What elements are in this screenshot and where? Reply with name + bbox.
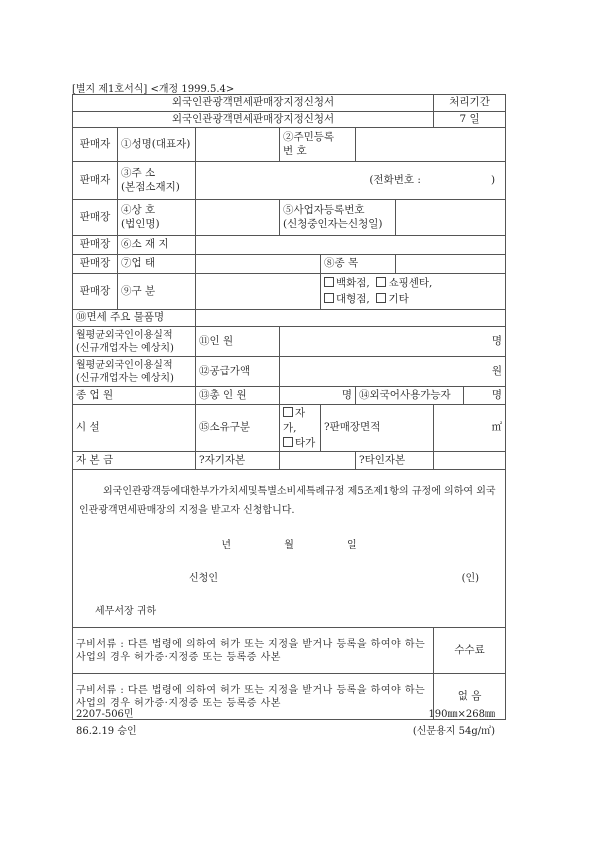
row-side-label: 판매장	[73, 200, 118, 236]
visitor-count-field[interactable]: 명	[280, 327, 506, 357]
row-side-label: 판매장	[73, 274, 118, 310]
foreign-language-label: ⑭외국어사용가능자	[356, 387, 464, 405]
main-items-label: ⑩면세 주요 물품명	[73, 310, 196, 327]
capital-label: 자 본 금	[73, 452, 196, 470]
own-capital-field[interactable]	[280, 452, 356, 470]
monthly-foreign-usage-label: 월평균외국인이용실적 (신규개업자는 예상치)	[73, 357, 196, 387]
total-employees-label: ⑬총 인 원	[196, 387, 280, 405]
footer-approval: 86.2.19 승인	[76, 726, 137, 737]
other-capital-label: ?타인자본	[356, 452, 434, 470]
location-field[interactable]	[196, 236, 506, 255]
processing-period-value: 7 일	[434, 111, 506, 128]
ownership-label: ⑮소유구분	[196, 405, 280, 452]
business-type-label: ⑦업 태	[118, 255, 196, 274]
application-form-table	[72, 94, 506, 720]
applicant-label: 신청인	[189, 573, 218, 585]
row-side-label: 판매자	[73, 162, 118, 200]
facility-label: 시 설	[73, 405, 196, 452]
monthly-foreign-usage-label: 월평균외국인이용실적 (신규개업자는 예상치)	[73, 327, 196, 357]
row-side-label: 판매자	[73, 128, 118, 162]
store-area-label: ?판매장면적	[321, 405, 434, 452]
form-title: 외국인관광객면세판매장지정신청서	[73, 95, 434, 112]
representative-name-label: ①성명(대표자)	[118, 128, 196, 162]
supply-value-field[interactable]: 원	[280, 357, 506, 387]
form-number: [별지 제1호서식] <개정 1999.5.4>	[72, 84, 235, 95]
required-documents-2: 구비서류 : 다른 법령에 의하여 허가 또는 지정을 받거나 등록을 하여야 하는 사업의 경우 허가증·지정증 또는 등록증 사본	[73, 674, 434, 720]
processing-period-label: 처리기간	[434, 95, 506, 112]
fee-value: 없 음	[434, 674, 506, 720]
company-name-field[interactable]	[196, 200, 280, 236]
checkbox-department-store[interactable]	[324, 277, 334, 287]
seal-mark[interactable]: (인)	[461, 573, 480, 585]
footer-code: 2207-506민	[76, 709, 134, 720]
required-documents-1: 구비서류 : 다른 법령에 의하여 허가 또는 지정을 받거나 등록을 하여야 하는 사업의 경우 허가증·지정증 또는 등록증 사본	[73, 628, 434, 674]
row-side-label: 판매장	[73, 236, 118, 255]
footer-paper: (신문용지 54g/㎡)	[412, 726, 495, 737]
option-department-store: 백화점,	[336, 277, 370, 290]
employees-label: 종 업 원	[73, 387, 196, 405]
checkbox-large-store[interactable]	[324, 293, 334, 303]
business-reg-label: ⑤사업자등록번호 (신청중인자는신청일)	[280, 200, 396, 236]
business-item-label: ⑧종 목	[321, 255, 396, 274]
visitor-count-label: ⑪인 원	[196, 327, 280, 357]
resident-number-label: ②주민등록 번 호	[280, 128, 356, 162]
total-employees-field[interactable]: 명	[280, 387, 356, 405]
own-capital-label: ?자기자본	[196, 452, 280, 470]
checkbox-owned[interactable]	[283, 407, 293, 417]
form-title-2: 외국인관광객면세판매장지정신청서	[73, 111, 434, 128]
business-item-field[interactable]	[396, 255, 506, 274]
store-category-label: ⑨구 분	[118, 274, 196, 310]
main-items-field[interactable]	[196, 310, 506, 327]
declaration-block	[73, 470, 506, 628]
row-side-label: 판매장	[73, 255, 118, 274]
option-other: 기타	[388, 292, 409, 305]
resident-number-field[interactable]	[356, 128, 506, 162]
application-date[interactable]: 년 월 일	[221, 540, 357, 552]
option-shopping-center: 쇼핑센타,	[388, 277, 433, 290]
location-label: ⑥소 재 지	[118, 236, 196, 255]
option-owned: 자가,	[283, 407, 306, 434]
checkbox-shopping-center[interactable]	[376, 277, 386, 287]
footer-size: 190㎜×268㎜	[428, 709, 495, 720]
supply-value-label: ⑫공급가액	[196, 357, 280, 387]
checkbox-leased[interactable]	[283, 437, 293, 447]
recipient: 세무서장 귀하	[95, 606, 157, 618]
company-name-label: ④상 호 (법인명)	[118, 200, 196, 236]
declaration-text: 외국인관광객등에대한부가가치세및특별소비세특례규정 제5조제1항의 규정에 의하여 외국인관광객면세판매장의 지정을 받고자 신청합니다.	[79, 486, 496, 517]
representative-name-field[interactable]	[196, 128, 280, 162]
checkbox-other[interactable]	[376, 293, 386, 303]
business-reg-field[interactable]	[396, 200, 506, 236]
store-category-blank	[196, 274, 321, 310]
option-leased: 타가	[295, 436, 316, 449]
fee-label: 수수료	[434, 628, 506, 674]
foreign-language-field[interactable]: 명	[464, 387, 506, 405]
address-field[interactable]: (전화번호 : )	[196, 162, 506, 200]
business-type-field[interactable]	[196, 255, 321, 274]
option-large-store: 대형점,	[336, 292, 370, 305]
other-capital-field[interactable]	[434, 452, 506, 470]
address-label: ③주 소 (본점소재지)	[118, 162, 196, 200]
store-area-field[interactable]: ㎡	[434, 405, 506, 452]
